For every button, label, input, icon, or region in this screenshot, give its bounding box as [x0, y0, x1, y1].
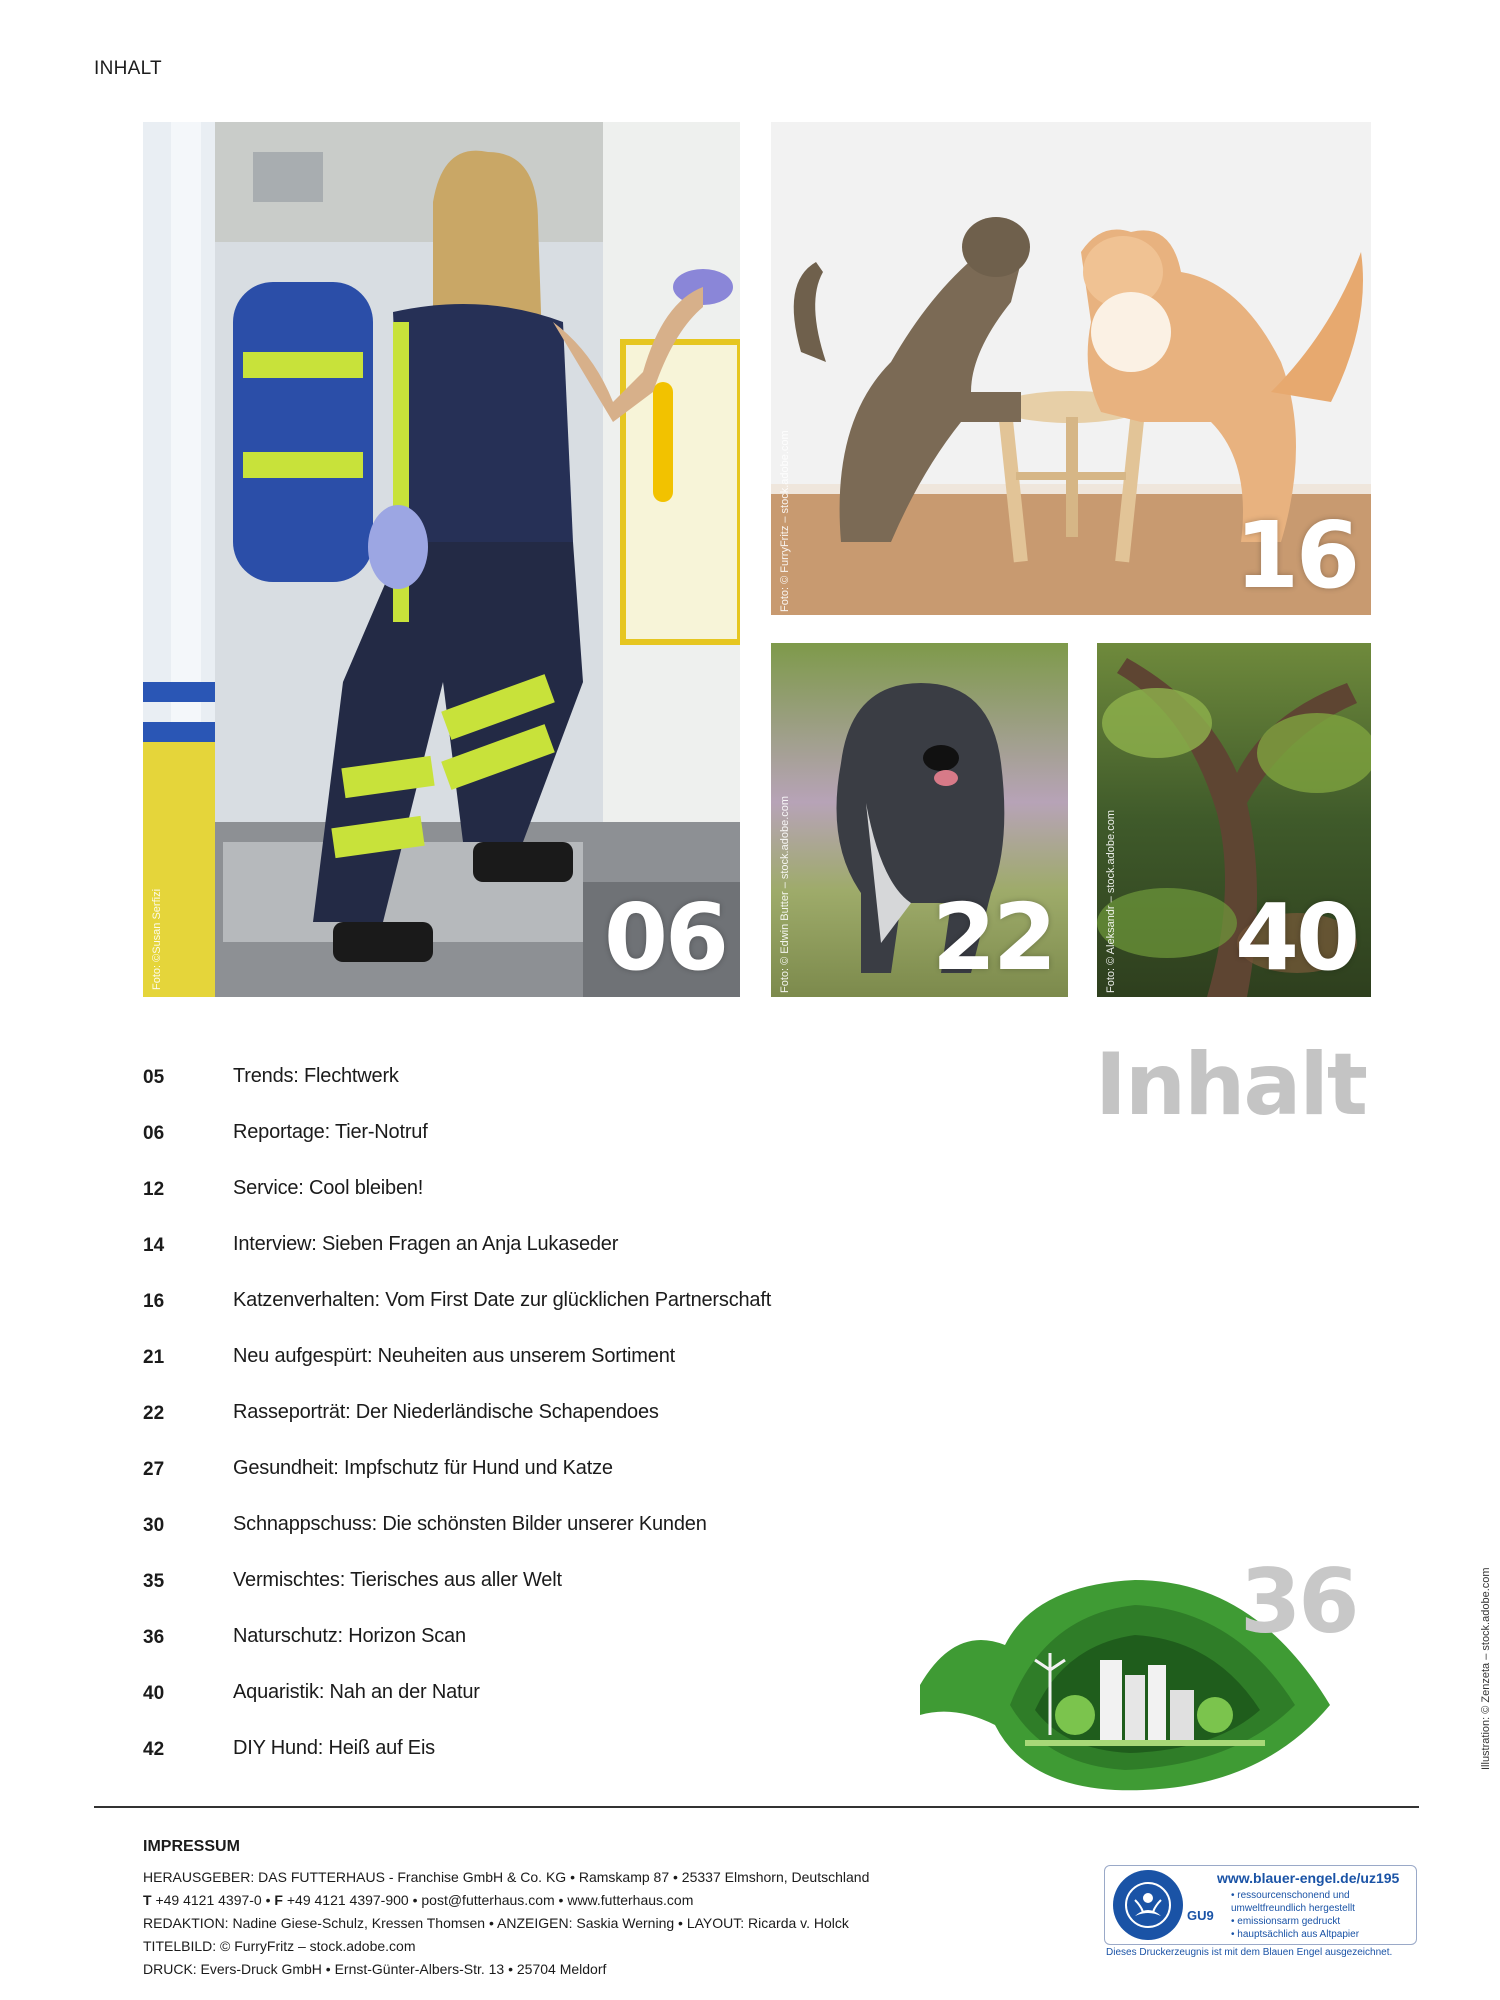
fax-label: F	[274, 1892, 283, 1908]
phone-label: T	[143, 1892, 152, 1908]
toc-page-number: 06	[143, 1123, 165, 1144]
toc-row[interactable]	[143, 1172, 863, 1228]
toc-row[interactable]	[143, 1676, 863, 1732]
table-of-contents	[143, 1060, 863, 1788]
fax-and-web-value: +49 4121 4397-900 • post@futterhaus.com • www.futterhaus.com	[282, 1892, 694, 1908]
blauer-engel-label	[1104, 1865, 1417, 1965]
impressum-redaktion: REDAKTION: Nadine Giese-Schulz, Kressen Thomsen • ANZEIGEN: Saskia Werning • LAYOUT: Ricarda v. Holck	[143, 1915, 849, 1931]
toc-page-number: 22	[143, 1403, 165, 1424]
phone-value: +49 4121 4397-0 •	[151, 1892, 275, 1908]
illustration-credit: Illustration: © Zenzeta – stock.adobe.com	[1480, 1567, 1492, 1770]
photo-credit-cats: Foto: © FurryFritz – stock.adobe.com	[779, 430, 791, 612]
photo-credit-aquarium: Foto: © Aleksandr – stock.adobe.com	[1105, 810, 1117, 993]
blauer-engel-box	[1104, 1865, 1417, 1945]
impressum-heading: IMPRESSUM	[143, 1838, 240, 1855]
toc-page-number: 30	[143, 1515, 165, 1536]
blauer-engel-code: GU9	[1187, 1908, 1214, 1923]
blauer-engel-bullet: umweltfreundlich hergestellt	[1231, 1903, 1355, 1914]
photo-aquarium	[1097, 643, 1371, 997]
blauer-engel-footer: Dieses Druckerzeugnis ist mit dem Blauen Engel ausgezeichnet.	[1106, 1947, 1393, 1958]
blauer-engel-bullet: • hauptsächlich aus Altpapier	[1231, 1929, 1360, 1940]
toc-entry-title: Gesundheit: Impfschutz für Hund und Katze	[233, 1457, 613, 1479]
toc-row[interactable]	[143, 1116, 863, 1172]
photo-dog	[771, 643, 1068, 997]
toc-page-number: 36	[143, 1627, 165, 1648]
photo-credit-dog: Foto: © Edwin Butter – stock.adobe.com	[779, 795, 791, 993]
photo-cats	[771, 122, 1371, 615]
toc-row[interactable]	[143, 1396, 863, 1452]
toc-entry-title: Katzenverhalten: Vom First Date zur glücklichen Partnerschaft	[233, 1289, 772, 1311]
ambulance-illustration	[143, 122, 740, 997]
photo-ambulance	[143, 122, 740, 997]
toc-page-number: 35	[143, 1571, 165, 1592]
photo-credit-ambulance: Foto: ©Susan Serfizi	[151, 888, 163, 990]
toc-entry-title: Neu aufgespürt: Neuheiten aus unserem Sortiment	[233, 1345, 675, 1367]
toc-page-number: 27	[143, 1459, 165, 1480]
photo-number-06: 06	[603, 884, 726, 991]
toc-page-number: 42	[143, 1739, 165, 1760]
impressum-herausgeber: HERAUSGEBER: DAS FUTTERHAUS - Franchise GmbH & Co. KG • Ramskamp 87 • 25337 Elmshorn, Deutschland	[143, 1869, 870, 1885]
toc-entry-title: Reportage: Tier-Notruf	[233, 1121, 428, 1143]
toc-entry-title: Rasseporträt: Der Niederländische Schapendoes	[233, 1401, 659, 1423]
toc-entry-title: Schnappschuss: Die schönsten Bilder unserer Kunden	[233, 1513, 707, 1535]
blauer-engel-emblem-icon	[1113, 1870, 1183, 1940]
toc-entry-title: DIY Hund: Heiß auf Eis	[233, 1737, 435, 1759]
toc-entry-title: Service: Cool bleiben!	[233, 1177, 424, 1199]
toc-entry-title: Naturschutz: Horizon Scan	[233, 1625, 466, 1647]
blauer-engel-bullet: • emissionsarm gedruckt	[1231, 1916, 1341, 1927]
toc-page-number: 14	[143, 1235, 165, 1256]
photo-number-16: 16	[1234, 502, 1357, 609]
toc-entry-title: Trends: Flechtwerk	[233, 1065, 399, 1087]
impressum-contact	[143, 1891, 693, 1909]
photo-number-40: 40	[1234, 884, 1357, 991]
impressum-titelbild: TITELBILD: © FurryFritz – stock.adobe.com	[143, 1938, 416, 1954]
impressum-druck: DRUCK: Evers-Druck GmbH • Ernst-Günter-Albers-Str. 13 • 25704 Meldorf	[143, 1961, 607, 1977]
section-title: Inhalt	[1094, 1035, 1366, 1135]
toc-row[interactable]	[143, 1060, 863, 1116]
toc-page-number: 12	[143, 1179, 165, 1200]
toc-entry-title: Aquaristik: Nah an der Natur	[233, 1681, 480, 1703]
toc-row[interactable]	[143, 1564, 863, 1620]
toc-entry-title: Vermischtes: Tierisches aus aller Welt	[233, 1569, 562, 1591]
page-header-label: INHALT	[94, 58, 162, 79]
toc-row[interactable]	[143, 1340, 863, 1396]
impressum-divider	[94, 1806, 1419, 1808]
toc-entry-title: Interview: Sieben Fragen an Anja Lukaseder	[233, 1233, 619, 1255]
toc-page-number: 21	[143, 1347, 165, 1368]
toc-row[interactable]	[143, 1228, 863, 1284]
leaf-page-number: 36	[1240, 1550, 1357, 1653]
toc-row[interactable]	[143, 1620, 863, 1676]
blauer-engel-logo	[1113, 1870, 1183, 1940]
blauer-engel-bullet: • ressourcenschonend und	[1231, 1890, 1350, 1901]
blauer-engel-url[interactable]: www.blauer-engel.de/uz195	[1217, 1870, 1400, 1886]
toc-row[interactable]	[143, 1732, 863, 1788]
toc-row[interactable]	[143, 1508, 863, 1564]
photo-number-22: 22	[931, 884, 1054, 991]
toc-row[interactable]	[143, 1284, 863, 1340]
toc-page-number: 05	[143, 1067, 165, 1088]
toc-page-number: 16	[143, 1291, 165, 1312]
toc-row[interactable]	[143, 1452, 863, 1508]
toc-page-number: 40	[143, 1683, 165, 1704]
